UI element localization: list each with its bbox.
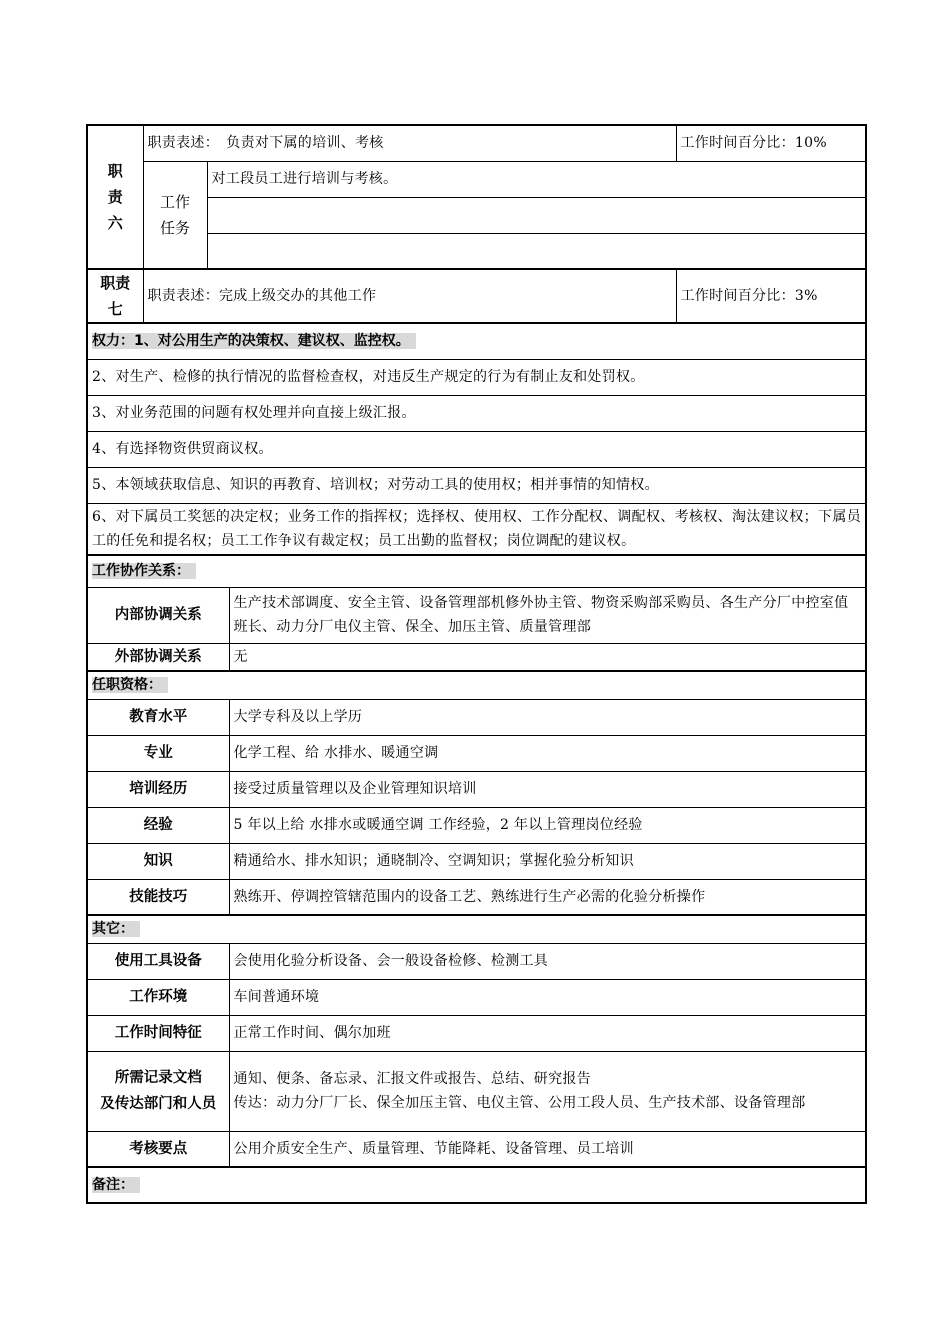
other-heading: 其它： — [87, 915, 866, 943]
qualification-label: 经验 — [87, 807, 229, 843]
qualification-value: 精通给水、排水知识；通晓制冷、空调知识；掌握化验分析知识 — [229, 843, 866, 879]
powers-heading: 权力：1、对公用生产的决策权、建议权、监控权。 — [87, 323, 866, 359]
qualification-value: 大学专科及以上学历 — [229, 699, 866, 735]
other-value: 正常工作时间、偶尔加班 — [229, 1015, 866, 1051]
external-coordination-label: 外部协调关系 — [87, 643, 229, 671]
duty6-statement: 职责表述： 负责对下属的培训、考核 — [143, 125, 676, 161]
other-label: 工作环境 — [87, 979, 229, 1015]
internal-coordination-value: 生产技术部调度、安全主管、设备管理部机修外协主管、物资采购部采购员、各生产分厂中控室值班长、动力分厂电仪主管、保全、加压主管、质量管理部 — [229, 587, 866, 643]
power-item: 5、本领域获取信息、知识的再教育、培训权；对劳动工具的使用权；相并事情的知情权。 — [87, 467, 866, 503]
other-value: 会使用化验分析设备、会一般设备检修、检测工具 — [229, 943, 866, 979]
assessment-value: 公用介质安全生产、质量管理、节能降耗、设备管理、员工培训 — [229, 1131, 866, 1167]
duty6-percent: 工作时间百分比：10% — [676, 125, 866, 161]
duty7-statement: 职责表述：完成上级交办的其他工作 — [143, 269, 676, 323]
docs-line-1: 通知、便条、备忘录、汇报文件或报告、总结、研究报告 — [233, 1071, 591, 1087]
job-description-table — [86, 124, 867, 1204]
qualification-label: 技能技巧 — [87, 879, 229, 915]
internal-coordination-label: 内部协调关系 — [87, 587, 229, 643]
qualification-value: 熟练开、停调控管辖范围内的设备工艺、熟练进行生产必需的化验分析操作 — [229, 879, 866, 915]
qualification-value: 5 年以上给 水排水或暖通空调 工作经验，2 年以上管理岗位经验 — [229, 807, 866, 843]
docs-label: 所需记录文档 及传达部门和人员 — [87, 1051, 229, 1131]
duty6-task-2 — [207, 197, 866, 233]
remarks-heading: 备注： — [87, 1167, 866, 1203]
duty6-task-label: 工作 任务 — [143, 161, 207, 269]
power-item: 4、有选择物资供贸商议权。 — [87, 431, 866, 467]
duty7-percent: 工作时间百分比：3% — [676, 269, 866, 323]
qualification-label: 专业 — [87, 735, 229, 771]
docs-value — [229, 1051, 866, 1131]
other-label: 工作时间特征 — [87, 1015, 229, 1051]
cooperation-heading: 工作协作关系： — [87, 555, 866, 587]
qualification-heading: 任职资格： — [87, 671, 866, 699]
qualification-value: 接受过质量管理以及企业管理知识培训 — [229, 771, 866, 807]
power-item: 2、对生产、检修的执行情况的监督检查权，对违反生产规定的行为有制止友和处罚权。 — [87, 359, 866, 395]
other-value: 车间普通环境 — [229, 979, 866, 1015]
assessment-label: 考核要点 — [87, 1131, 229, 1167]
other-label: 使用工具设备 — [87, 943, 229, 979]
job-description-page — [86, 124, 865, 1204]
duty6-label: 职 责 六 — [87, 125, 143, 269]
power-item: 6、对下属员工奖惩的决定权；业务工作的指挥权；选择权、使用权、工作分配权、调配权、考核权、淘汰建议权；下属员工的任免和提名权；员工工作争议有裁定权；员工出勤的监督权；岗位调配的建议权。 — [87, 503, 866, 555]
qualification-label: 培训经历 — [87, 771, 229, 807]
qualification-value: 化学工程、给 水排水、暖通空调 — [229, 735, 866, 771]
external-coordination-value: 无 — [229, 643, 866, 671]
duty7-label: 职责 七 — [87, 269, 143, 323]
power-item: 3、对业务范围的问题有权处理并向直接上级汇报。 — [87, 395, 866, 431]
duty6-task-3 — [207, 233, 866, 269]
qualification-label: 教育水平 — [87, 699, 229, 735]
docs-line-2: 传达：动力分厂厂长、保全加压主管、电仪主管、公用工段人员、生产技术部、设备管理部 — [233, 1095, 806, 1111]
duty6-task-1: 对工段员工进行培训与考核。 — [207, 161, 866, 197]
qualification-label: 知识 — [87, 843, 229, 879]
